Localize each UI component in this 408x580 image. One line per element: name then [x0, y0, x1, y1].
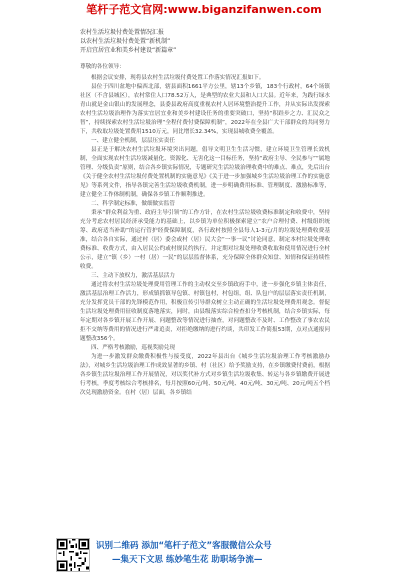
section-heading-4: 四、严格考核激励，巡视奖励兑现 — [91, 345, 175, 351]
paragraph-section-4: 为进一步激发群众缴费积极性与接受度，2022年县出台《城乡生活垃圾治理工作考核激励办法》，对城乡生活垃圾治理工作成效显著的乡镇、村（社区）给予奖励支持，在乡镇缴费付费前，根据各乡镇生活垃圾治理工作开展情况，对以奖代补方式对乡镇生活垃圾收集、转运与各乡镇缴费开展进行考核，季度考核综合考核排名，每月按照60元/吨、50元/吨、40元/吨、30元/吨、20元/吨五个档次兑现激励资金。在村（居）层面，各乡镇结 — [80, 354, 330, 396]
paragraph-section-1: 县正是于解决农村生活垃圾环境突出问题，倡导文明卫生生活习惯，建立环境卫生管理长效机制，全面实现农村生活垃圾减量化、资源化、无害化这一目标任务，坚持“政府主导、全民参与”“属地管理、分级负责”原则，结合各乡镇实际情况，专题研究生活垃圾治理收费中的难点、难点，先后出台《关于健全农村生活垃圾付费处置机制的实施意见》《关于进一步加强城乡生活垃圾治理工作的实施意见》等系列文件，指导各镇完善生活垃圾收费机制，进一步明确费用标准、管理制度、激励标准等，建立健全工作体制机制，确保各乡镇工作顺利推进。 — [80, 147, 330, 198]
title-line-2: 以农村生活垃圾付费处置“新机制” — [80, 38, 171, 45]
title-line-3: 开启宜居宜业和美乡村建设“新篇章” — [80, 47, 177, 54]
site-banner[interactable] — [0, 0, 408, 20]
section-heading-3: 三、主动下放权力，激活基层活力 — [91, 273, 175, 279]
section-heading-2: 二、科学制定标准，做细做实监管 — [91, 201, 175, 207]
title-line-1: 农村生活垃圾付费处置情况汇报 — [80, 29, 165, 36]
paragraph-overview: 县位于四川盆地中偏西北部，辖县面积1661平方公里，辖13个乡镇，183个行政村，64个场镇社区（不含县城区），农村常住人口78.52万人，是典型的农业大县和人口大县。近年来，为践行绿水青山就是金山银山的发展理念，县委县政府高度重视农村人居环境整治提升工作，并从实际出发探索农村生活垃圾治理作为落实宜居宜业和美乡村建设任务的重要突破口，坚持“积跬步之力、汇民众之智”，持续探索农村生活垃圾治理“全程付费付费保障机制”，2022年在全县广大干部群众的共同努力下，共收取垃圾处置费用1510万元，同比增长32.34%，实现县城收费全覆盖。 — [80, 84, 330, 135]
footer-promo — [0, 532, 408, 580]
section-heading-1: 一、建立健全机制，层层压实责任 — [91, 138, 175, 144]
paragraph-section-3: 通过将农村生活垃圾处理费用管理工作的主动权交至乡镇政府手中，进一步强化乡镇主体责任，激活基层治理工作活力，形成镇抓镇导包镇、村镇包村，村包组，组、队包户的层层落实责任机制，充分发挥党员干部的先锋模范作用，积极宣传引导群众树立主动正确的生活垃圾处理费用观念。督促生活垃圾处理费用征收制度落地落实，同时，由县级落实综合检查扣分考核机制，结合乡镇实际，每年定期对各乡镇开展工作开展、问题整改等情况进行抽查，对问题整改不及时、工作整改了事农农民拒不交纳等费用的情况进行严肃追责，对拒绝缴纳的进行约谈，共印发工作简报53期，点对点通报问题整改356个。 — [80, 282, 330, 342]
banner-text: 笔杆子范文官网:www.biganzifanwen.com — [86, 3, 322, 16]
paragraph-intro: 根据会议安排，现将县农村生活垃圾付费处置工作落实情况汇报如下。 — [91, 75, 265, 81]
footer-promo-line-1: 识别二维码 添加“笔杆子范文”客服微信公众号 — [96, 541, 272, 551]
footer-promo-line-2: —集天下文思 练妙笔生花 助职场争流— — [112, 555, 263, 565]
title-block — [80, 28, 330, 55]
qr-code-icon[interactable] — [56, 538, 90, 572]
document-body — [80, 28, 330, 398]
salutation: 尊敬的各位领导： — [80, 64, 125, 70]
paragraph-section-2: 秉承“群众利益为重、政府主导引领”的工作方针，在农村生活垃圾收费标准制定和收费中，坚持充分考虑农村居民经济承受能力的基础上，以乡镇为单位积极探索建立“农户合理付费、村级组织统筹、政府适当补助”的运行管护经费保障制度，各行政村按照全县每人1-3元/月的垃圾处理费收费基准，结合各自实际，通过村（居）委会或村（居）民大会“一事一议”讨论同意，制定本村垃圾处理收费标准、收费方式，由入居民公约或村规民约执行，并定期对垃圾处理收费收取和使用情况进行全村公示，建立“镇（乡）一村（居）一民”的层层监督体系，充分保障全体群众知盘、知情和保证持续性收费。 — [80, 210, 330, 270]
